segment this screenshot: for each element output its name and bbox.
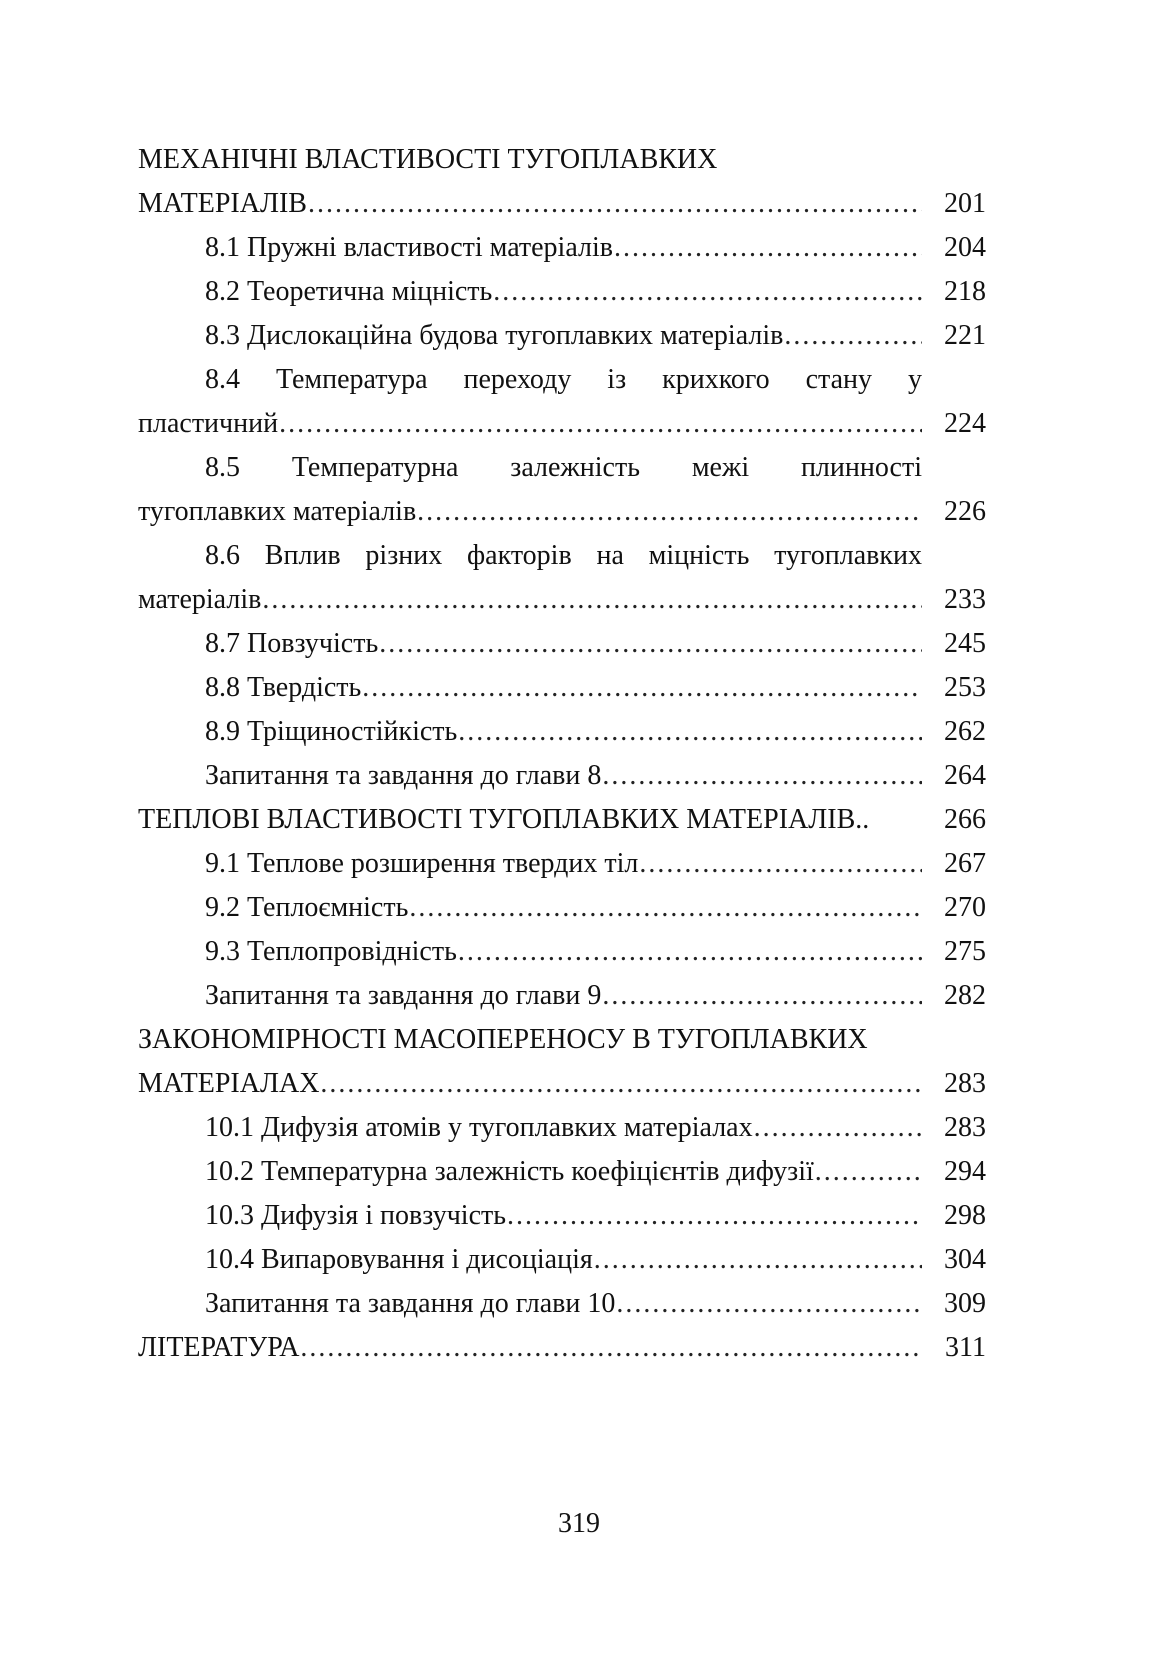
dot-leader (594, 1238, 922, 1282)
entry-label: ЛІТЕРАТУРА (138, 1332, 300, 1363)
page-ref: 221 (944, 320, 986, 351)
toc-entry-8-5-line2[interactable] (138, 490, 986, 534)
page-ref: 218 (944, 276, 986, 307)
page-ref: 298 (944, 1200, 986, 1231)
dot-leader (616, 1282, 922, 1326)
toc-entry[interactable] (138, 666, 986, 710)
page-ref: 275 (944, 936, 986, 967)
dot-leader (362, 666, 922, 710)
toc-entry[interactable] (138, 886, 986, 930)
page-ref: 262 (944, 716, 986, 747)
chapter-title: МАТЕРІАЛІВ (138, 188, 307, 219)
page-ref: 309 (944, 1288, 986, 1319)
entry-label: тугоплавких матеріалів (138, 496, 417, 527)
entry-label: 9.3 Теплопровідність (205, 936, 457, 967)
toc-entry-literature[interactable] (138, 1326, 986, 1370)
dot-leader (458, 710, 922, 754)
entry-label: матеріалів (138, 584, 262, 615)
entry-label: 8.6 Вплив різних факторів на міцність тугоплавких (205, 540, 922, 571)
dot-leader (602, 974, 922, 1018)
entry-label: 9.2 Теплоємність (205, 892, 409, 923)
toc-entry-chapter-8[interactable] (138, 182, 986, 226)
dot-leader (409, 886, 922, 930)
page-ref: 283 (944, 1068, 986, 1099)
toc-entry-8-6-line1[interactable] (138, 534, 986, 578)
entry-label: Запитання та завдання до глави 10 (205, 1288, 616, 1319)
entry-label: 9.1 Теплове розширення твердих тіл (205, 848, 639, 879)
entry-label: 8.5 Температурна залежність межі плинності (205, 452, 922, 483)
entry-label: 8.9 Тріщиностійкість (205, 716, 458, 747)
page-ref: 294 (944, 1156, 986, 1187)
dot-leader (458, 930, 922, 974)
entry-label: пластичний (138, 408, 279, 439)
dot-leader (262, 578, 922, 622)
chapter-title: МАТЕРІАЛАХ (138, 1068, 320, 1099)
toc-entry-8-5-line1[interactable] (138, 446, 986, 490)
toc-entry[interactable] (138, 842, 986, 886)
page-ref: 283 (944, 1112, 986, 1143)
entry-label: Запитання та завдання до глави 8 (205, 760, 602, 791)
entry-label: 8.2 Теоретична міцність (205, 276, 493, 307)
entry-label: Запитання та завдання до глави 9 (205, 980, 602, 1011)
dot-leader (493, 270, 922, 314)
entry-label: 8.7 Повзучість (205, 628, 379, 659)
dot-leader (308, 182, 922, 226)
dot-leader (320, 1062, 922, 1106)
dot-leader (815, 1150, 922, 1194)
toc-entry[interactable] (138, 710, 986, 754)
page-ref: 233 (944, 584, 986, 615)
page-ref: 311 (945, 1332, 986, 1363)
toc-entry[interactable] (138, 1150, 986, 1194)
page-ref: 226 (944, 496, 986, 527)
entry-label: 8.1 Пружні властивості матеріалів (205, 232, 613, 263)
dot-leader (279, 402, 922, 446)
dot-leader (754, 1106, 922, 1150)
page-ref: 224 (944, 408, 986, 439)
entry-label: 10.2 Температурна залежність коефіцієнтів дифузії (205, 1156, 814, 1187)
dot-leader (614, 226, 922, 270)
toc-entry[interactable] (138, 1282, 986, 1326)
entry-label: 8.8 Твердість (205, 672, 362, 703)
chapter-title: МЕХАНІЧНІ ВЛАСТИВОСТІ ТУГОПЛАВКИХ (138, 144, 718, 175)
page-ref: 304 (944, 1244, 986, 1275)
chapter-title: ТЕПЛОВІ ВЛАСТИВОСТІ ТУГОПЛАВКИХ МАТЕРІАЛІВ.. (138, 804, 870, 835)
toc-entry-8-4-line2[interactable] (138, 402, 986, 446)
page-ref: 282 (944, 980, 986, 1011)
toc-entry[interactable] (138, 622, 986, 666)
dot-leader (639, 842, 922, 886)
page-ref: 266 (944, 804, 986, 835)
toc-entry[interactable] (138, 1106, 986, 1150)
chapter-10-title-line1 (138, 1018, 986, 1062)
toc-entry[interactable] (138, 314, 986, 358)
dot-leader (379, 622, 922, 666)
toc-entry[interactable] (138, 974, 986, 1018)
toc-entry-8-4-line1[interactable] (138, 358, 986, 402)
page-ref: 204 (944, 232, 986, 263)
page-ref: 270 (944, 892, 986, 923)
toc-entry[interactable] (138, 270, 986, 314)
page-ref: 267 (944, 848, 986, 879)
table-of-contents (138, 138, 986, 1370)
toc-entry-chapter-9[interactable] (138, 798, 986, 842)
entry-label: 10.4 Випаровування і дисоціація (205, 1244, 593, 1275)
page-ref: 245 (944, 628, 986, 659)
entry-label: 8.3 Дислокаційна будова тугоплавких матеріалів (205, 320, 784, 351)
page-ref: 201 (944, 188, 986, 219)
dot-leader (784, 314, 922, 358)
toc-entry[interactable] (138, 930, 986, 974)
dot-leader (507, 1194, 922, 1238)
entry-label: 10.3 Дифузія і повзучість (205, 1200, 506, 1231)
toc-entry-8-6-line2[interactable] (138, 578, 986, 622)
toc-entry[interactable] (138, 226, 986, 270)
toc-entry[interactable] (138, 1238, 986, 1282)
page-ref: 264 (944, 760, 986, 791)
entry-label: 10.1 Дифузія атомів у тугоплавких матеріалах (205, 1112, 753, 1143)
toc-entry-chapter-10[interactable] (138, 1062, 986, 1106)
chapter-8-title-line1 (138, 138, 986, 182)
dot-leader (417, 490, 922, 534)
dot-leader (300, 1326, 922, 1370)
chapter-title: ЗАКОНОМІРНОСТІ МАСОПЕРЕНОСУ В ТУГОПЛАВКИХ (138, 1024, 868, 1055)
page-ref: 253 (944, 672, 986, 703)
dot-leader (602, 754, 922, 798)
entry-label: 8.4 Температура переходу із крихкого стану у (205, 364, 922, 395)
toc-entry[interactable] (138, 1194, 986, 1238)
page-number: 319 (558, 1508, 600, 1539)
toc-entry[interactable] (138, 754, 986, 798)
